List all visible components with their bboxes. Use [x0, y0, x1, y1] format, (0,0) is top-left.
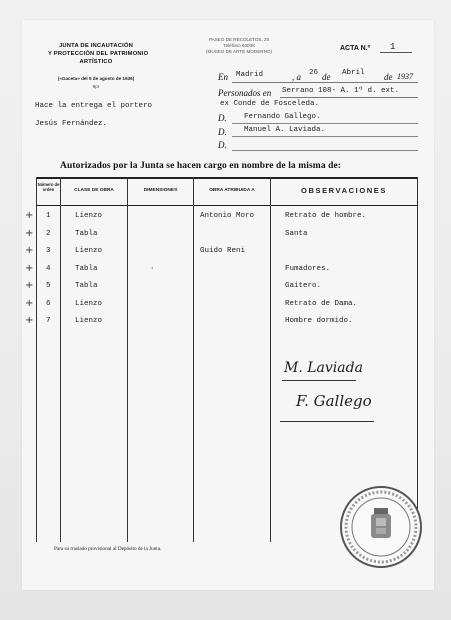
- row-clase: Tabla: [75, 282, 98, 290]
- personados-label: Personados en: [218, 88, 272, 98]
- row-check-mark: +: [25, 210, 34, 221]
- signature-gallego: F. Gallego: [296, 392, 372, 410]
- table-top-border: [36, 177, 418, 179]
- row-dimensiones: ·: [150, 264, 155, 273]
- column-divider-4: [270, 177, 271, 542]
- acta-label: ACTA N.º: [340, 45, 371, 52]
- row-check-mark: +: [25, 315, 34, 326]
- handover-note-1: Hace la entrega el portero: [35, 102, 153, 110]
- acta-underline: [380, 52, 412, 53]
- place-city: Madrid: [236, 71, 264, 79]
- row-number: 7: [46, 317, 51, 325]
- row-check-mark: +: [25, 297, 34, 309]
- row-number: 3: [46, 247, 51, 255]
- d-underline-3: [232, 150, 418, 151]
- header-clase: CLASE DE OBRA: [74, 188, 114, 193]
- row-observaciones: Retrato de hombre.: [285, 212, 367, 220]
- row-observaciones: Retrato de Dama.: [285, 299, 358, 308]
- row-observaciones: Gaitero.: [285, 282, 322, 290]
- date-year: 1937: [397, 72, 413, 81]
- row-clase: Tabla: [75, 229, 98, 238]
- address-line-2: Teléfono 60008: [223, 43, 255, 48]
- signature-line-1: [282, 380, 356, 381]
- personados-underline: [280, 97, 418, 98]
- row-number: 1: [46, 212, 51, 220]
- org-line-2: Y PROTECCIÓN DEL PATRIMONIO: [48, 51, 149, 57]
- place-a: , a: [292, 72, 301, 82]
- acta-number: 1: [390, 42, 396, 52]
- d-underline-2: [232, 136, 418, 137]
- handover-note-2: Jesús Fernández.: [35, 120, 108, 128]
- row-number: 6: [46, 299, 51, 308]
- row-check-mark: +: [25, 280, 34, 291]
- date-de-2: de: [384, 72, 393, 82]
- row-number: 5: [46, 282, 51, 290]
- row-clase: Lienzo: [75, 317, 103, 325]
- address-line-3: (MUSEO DE ARTE MODERNO): [205, 49, 273, 54]
- row-atribuida: Guido Reni: [200, 247, 246, 255]
- gaceta-sub: 9pr: [92, 84, 100, 89]
- date-de-1: de: [322, 72, 331, 82]
- header-atribuida: OBRA ATRIBUIDA A: [209, 188, 255, 193]
- row-check-mark: +: [25, 262, 34, 274]
- row-observaciones: Santa: [285, 229, 308, 238]
- row-clase: Lienzo: [75, 299, 103, 308]
- column-divider-1: [60, 177, 61, 542]
- personados-address-2: ex Conde de Fosceleda.: [220, 100, 320, 108]
- gaceta-reference: («Gaceta» del 5 de agosto de 1936): [57, 76, 135, 81]
- address-stamp: [196, 37, 282, 55]
- row-observaciones: Hombre dormido.: [285, 317, 353, 325]
- header-dimensiones: DIMENSIONES: [143, 188, 178, 193]
- d-label-2: D.: [218, 127, 227, 137]
- row-number: 4: [46, 264, 51, 273]
- d-label-3: D.: [218, 140, 227, 150]
- row-number: 2: [46, 229, 51, 238]
- date-underline: [232, 82, 418, 83]
- row-observaciones: Fumadores.: [285, 264, 331, 273]
- seal-stamp: [338, 484, 424, 570]
- date-day: 26: [309, 69, 319, 77]
- row-clase: Lienzo: [75, 247, 103, 255]
- row-check-mark: +: [25, 227, 34, 239]
- signature-laviada: M. Laviada: [284, 360, 363, 376]
- header-observaciones: OBSERVACIONES: [301, 186, 387, 195]
- personados-address: Serrano 108- A. 1º d. ext.: [282, 87, 400, 95]
- address-line-1: PASEO DE RECOLETOS, 20: [208, 37, 270, 42]
- header-numero: Número de orden: [37, 182, 60, 192]
- signature-line-2: [280, 421, 374, 422]
- row-clase: Tabla: [75, 264, 98, 273]
- org-line-1: JUNTA DE INCAUTACIÓN: [58, 43, 134, 49]
- column-divider-2: [127, 177, 128, 542]
- footer-note: Para su traslado provisional al Depósito de la Junta.: [54, 546, 162, 552]
- table-left-border: [36, 177, 37, 542]
- authorized-title: Autorizados por la Junta se hacen cargo en nombre de la misma de:: [60, 161, 342, 171]
- d-underline-1: [232, 123, 418, 124]
- row-check-mark: +: [25, 245, 34, 256]
- org-name: [48, 42, 149, 66]
- d-value-2: Manuel A. Laviada.: [244, 126, 326, 134]
- row-clase: Lienzo: [75, 212, 103, 220]
- d-label-1: D.: [218, 113, 227, 123]
- row-atribuida: Antonio Moro: [200, 212, 255, 220]
- table-header-bottom-border: [36, 205, 418, 206]
- column-divider-3: [193, 177, 194, 542]
- place-en: En: [218, 72, 228, 82]
- date-month: Abril: [342, 69, 365, 77]
- d-value-1: Fernando Gallego.: [244, 113, 321, 121]
- org-line-3: ARTÍSTICO: [79, 59, 113, 65]
